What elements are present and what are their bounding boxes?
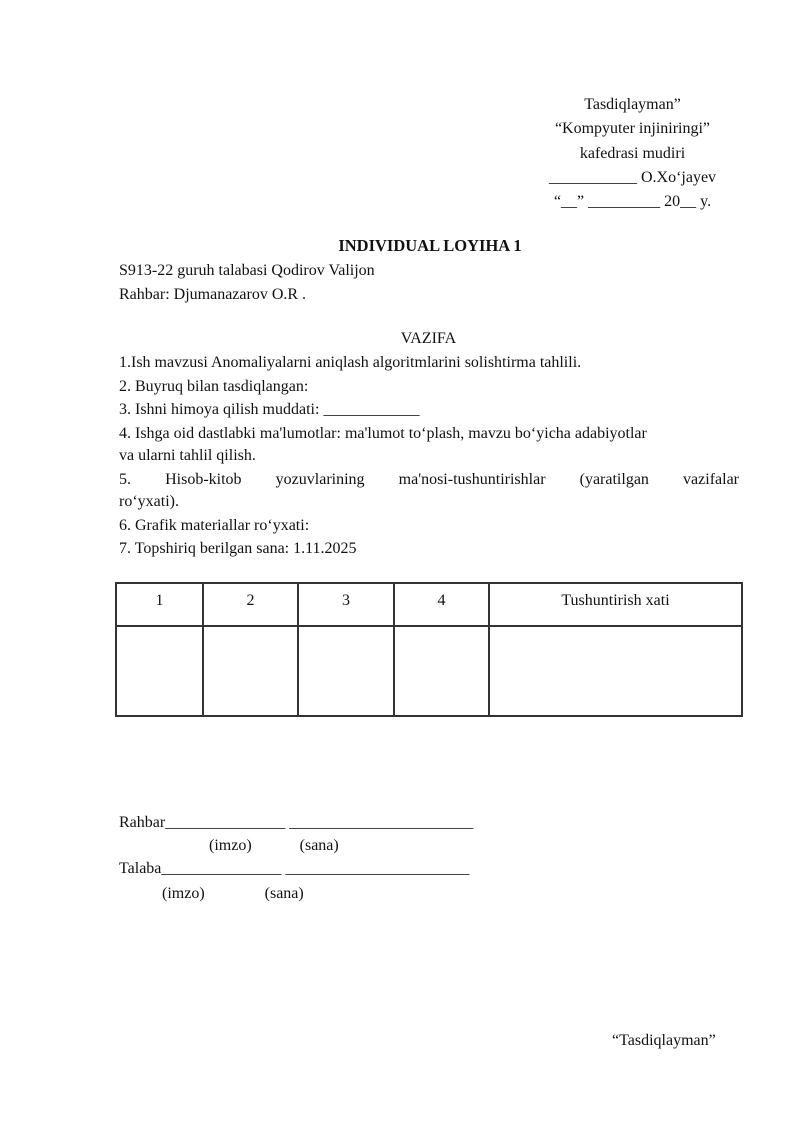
table-header-cell-1: 1 [116, 583, 203, 626]
table-cell [298, 626, 394, 716]
task-item-4-line-1: 4. Ishga oid dastlabki ma'lumotlar: ma'lumot to‘plash, mavzu bo‘yicha adabiyotlar [119, 425, 647, 442]
table-header-cell-3: 3 [298, 583, 394, 626]
approval-line-2: “Kompyuter injiniringi” [554, 120, 711, 137]
approval-line-3: kafedrasi mudiri [579, 145, 686, 162]
rahbar-signature-line: Rahbar_______________ _______________________ [119, 814, 474, 831]
student-line: S913-22 guruh talabasi Qodirov Valijon [119, 262, 375, 279]
footer-approval: “Tasdiqlayman” [612, 1032, 716, 1049]
task-item-2: 2. Buyruq bilan tasdiqlangan: [119, 378, 309, 395]
table-header-cell-4: 4 [394, 583, 489, 626]
approval-signature-line: ___________ O.Xo‘jayev [548, 169, 717, 186]
table-cell [489, 626, 742, 716]
table-cell [394, 626, 489, 716]
task-item-5-line-2: ro‘yxati). [119, 493, 179, 510]
task-item-1: 1.Ish mavzusi Anomaliyalarni aniqlash algoritmlarini solishtirma tahlili. [119, 354, 582, 371]
task-heading: VAZIFA [400, 330, 457, 347]
task-table [115, 582, 743, 717]
approval-line-1: Tasdiqlayman” [584, 96, 681, 113]
task-item-5-line-1: 5. Hisob-kitob yozuvlarining ma'nosi-tushuntirishlar (yaratilgan vazifalar [119, 471, 739, 488]
talaba-signature-labels: (imzo) (sana) [162, 885, 304, 902]
table-cell [116, 626, 203, 716]
table-row [116, 626, 742, 716]
task-item-6: 6. Grafik materiallar ro‘yxati: [119, 517, 310, 534]
task-item-7: 7. Topshiriq berilgan sana: 1.11.2025 [119, 540, 357, 557]
talaba-signature-line: Talaba_______________ _______________________ [119, 860, 470, 877]
table-header-cell-5: Tushuntirish xati [489, 583, 742, 626]
supervisor-line: Rahbar: Djumanazarov O.R . [119, 286, 307, 303]
task-item-3: 3. Ishni himoya qilish muddati: ____________ [119, 401, 420, 418]
document-title: INDIVIDUAL LOYIHA 1 [338, 236, 522, 255]
table-cell [203, 626, 298, 716]
table-header-row [116, 583, 742, 626]
table-header-cell-2: 2 [203, 583, 298, 626]
task-item-4-line-2: va ularni tahlil qilish. [119, 447, 256, 464]
rahbar-signature-labels: (imzo) (sana) [209, 837, 339, 854]
approval-date-line: “__” _________ 20__ y. [553, 193, 712, 210]
